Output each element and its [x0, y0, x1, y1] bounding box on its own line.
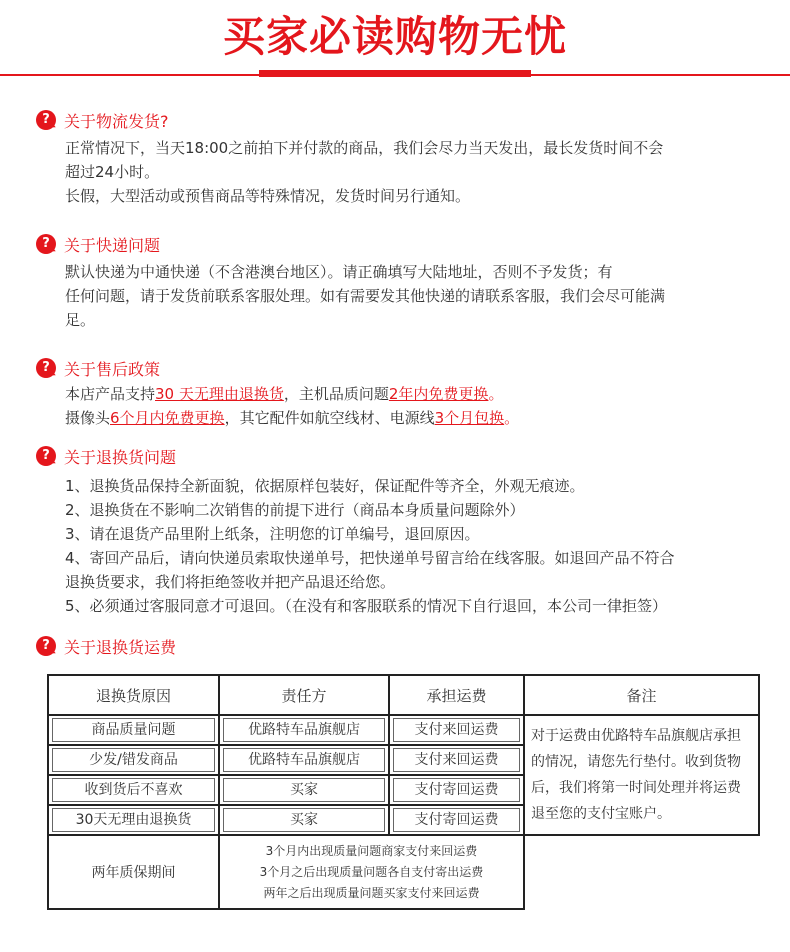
section-returns: [36, 444, 776, 618]
warranty-line: 3个月内出现质量问题商家支付来回运费: [265, 843, 478, 858]
highlight: 6个月内免费更换: [110, 409, 225, 427]
column-header: 责任方: [219, 675, 389, 715]
section-title: 关于物流发货?: [64, 111, 169, 131]
highlight: 2年内免费更换: [388, 385, 489, 403]
fee-cell: 支付寄回运费: [393, 778, 520, 802]
text-line: 超过24小时。: [65, 163, 160, 181]
column-header: 承担运费: [389, 675, 524, 715]
section-title: 关于快递问题: [64, 235, 161, 255]
party-cell: 优路特车品旗舰店: [223, 748, 385, 772]
list-item: 4、寄回产品后，请向快递员索取快递单号，把快递单号留言给在线客服。如退回产品不符合: [65, 549, 675, 567]
section-title: 关于售后政策: [64, 359, 161, 379]
text-line: 默认快递为中通快递（不含港澳台地区）。请正确填写大陆地址，否则不予发货；有: [65, 263, 613, 281]
party-cell: 买家: [223, 778, 385, 802]
list-item: 5、必须通过客服同意才可退回。（在没有和客服联系的情况下自行退回，本公司一律拒签）: [65, 597, 668, 615]
return-fee-table: [47, 674, 760, 910]
party-cell: 优路特车品旗舰店: [223, 718, 385, 742]
column-header: 退换货原因: [48, 675, 219, 715]
question-bubble-icon: ?: [36, 358, 56, 378]
section-title: 关于退换货问题: [64, 447, 177, 467]
title-accent-bar: [259, 70, 531, 77]
fee-cell: 支付来回运费: [393, 718, 520, 742]
party-cell: 买家: [223, 808, 385, 832]
table-header-row: [48, 675, 759, 715]
reason-cell: 少发/错发商品: [52, 748, 215, 772]
reason-cell: 30天无理由退换货: [52, 808, 215, 832]
warranty-line: 3个月之后出现质量问题各自支付寄出运费: [259, 864, 484, 879]
reason-cell: 商品质量问题: [52, 718, 215, 742]
question-bubble-icon: ?: [36, 446, 56, 466]
text-line: 足。: [65, 311, 96, 329]
section-return-fees: [36, 634, 776, 658]
section-title: 关于退换货运费: [64, 637, 177, 657]
question-bubble-icon: ?: [36, 234, 56, 254]
warranty-line: 两年之后出现质量问题买家支付来回运费: [263, 885, 480, 900]
section-courier: [36, 232, 776, 332]
text-line: 正常情况下，当天18:00之前拍下并付款的商品，我们会尽力当天发出，最长发货时间不会: [65, 139, 664, 157]
question-bubble-icon: ?: [36, 110, 56, 130]
highlight: 3个月包换: [434, 409, 505, 427]
fee-cell: 支付来回运费: [393, 748, 520, 772]
note-cell: 对于运费由优路特车品旗舰店承担的情况，请您先行垫付。收到货物后，我们将第一时间处理并将运费退至您的支付宝账户。: [524, 715, 759, 835]
policy-line-1: 本店产品支持30 天无理由退换货，主机品质问题2年内免费更换。: [65, 385, 504, 403]
highlight: 30 天无理由退换货: [155, 385, 284, 403]
list-item: 退换货要求，我们将拒绝签收并把产品退还给您。: [65, 573, 396, 591]
list-item: 2、退换货在不影响二次销售的前提下进行（商品本身质量问题除外）: [65, 501, 525, 519]
warranty-label: 两年质保期间: [48, 835, 219, 909]
section-after-sales: [36, 356, 776, 430]
text-line: 长假，大型活动或预售商品等特殊情况，发货时间另行通知。: [65, 187, 471, 205]
question-bubble-icon: ?: [36, 636, 56, 656]
reason-cell: 收到货后不喜欢: [52, 778, 215, 802]
list-item: 1、退换货品保持全新面貌，依据原样包装好，保证配件等齐全，外观无痕迹。: [65, 477, 585, 495]
warranty-details: [219, 835, 524, 909]
list-item: 3、请在退货产品里附上纸条，注明您的订单编号，退回原因。: [65, 525, 480, 543]
table-row: [48, 715, 759, 745]
fee-cell: 支付寄回运费: [393, 808, 520, 832]
policy-line-2: 摄像头6个月内免费更换，其它配件如航空线材、电源线3个月包换。: [65, 409, 520, 427]
section-logistics: [36, 108, 776, 208]
page-title: 买家必读购物无忧: [222, 12, 567, 61]
warranty-row: [48, 835, 759, 909]
column-header: 备注: [524, 675, 759, 715]
text-line: 任何问题，请于发货前联系客服处理。如有需要发其他快递的请联系客服，我们会尽可能满: [65, 287, 666, 305]
